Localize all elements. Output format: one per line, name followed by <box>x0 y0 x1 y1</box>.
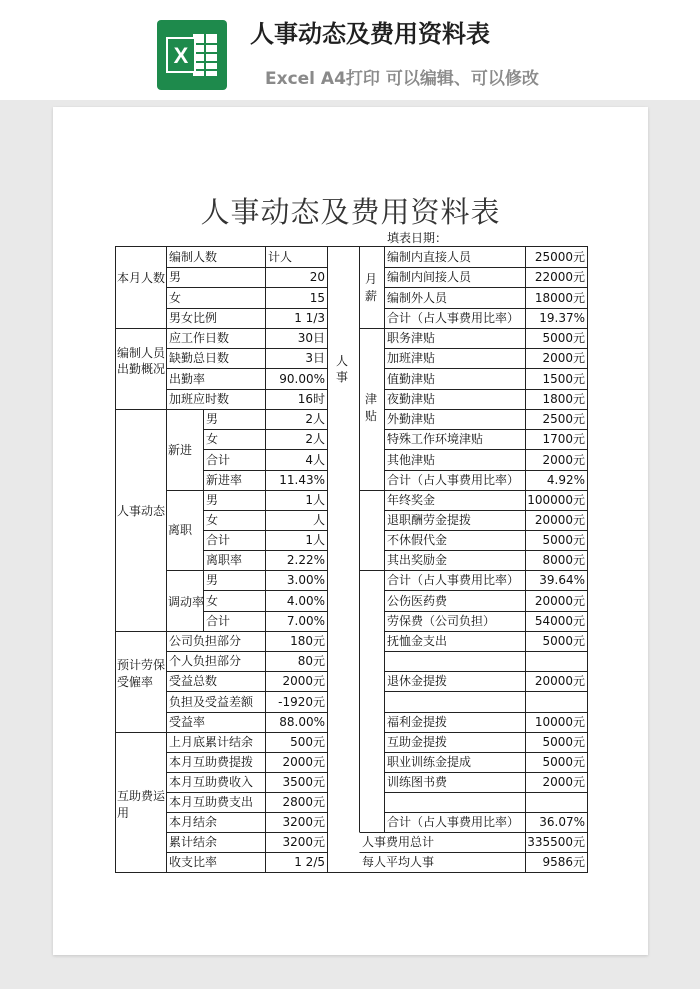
row-label: 年终奖金 <box>387 493 436 507</box>
row-value: 2800元 <box>282 795 325 809</box>
row-label: 男 <box>206 493 219 507</box>
row-label: 合计 <box>206 614 231 628</box>
row-label: 其他津贴 <box>387 453 436 467</box>
banner-title: 人事动态及费用资料表 <box>250 20 490 48</box>
row-value: 90.00% <box>279 372 325 386</box>
subsection-title-leave: 离职 <box>168 523 193 537</box>
row-value: 11.43% <box>279 473 325 487</box>
row-value: 20000元 <box>534 674 585 688</box>
row-label: 互助金提拨 <box>387 735 448 749</box>
top-banner <box>0 0 700 100</box>
row-value: 16时 <box>297 392 325 406</box>
section-title-attendance: 编制人员出勤概况 <box>117 346 166 376</box>
row-label: 加班应时数 <box>169 392 230 406</box>
row-value: 3500元 <box>282 775 325 789</box>
row-value: 5000元 <box>542 634 585 648</box>
row-label: 职务津贴 <box>387 331 436 345</box>
section-title-movement: 人事动态 <box>117 504 166 518</box>
row-label: 本月互助费支出 <box>169 795 254 809</box>
row-label: 负担及受益差额 <box>169 695 254 709</box>
svg-text:X: X <box>173 43 189 68</box>
row-label: 女 <box>169 291 182 305</box>
row-label: 男 <box>169 270 182 284</box>
row-label: 编制人数 <box>169 250 218 264</box>
row-value: 1人 <box>305 533 325 547</box>
row-value: 2500元 <box>542 412 585 426</box>
row-label: 合计（占人事费用比率） <box>387 473 520 487</box>
subsection-title-new: 新进 <box>168 443 193 457</box>
row-label: 公伤医药费 <box>387 594 448 608</box>
row-label: 上月底累计结余 <box>169 735 254 749</box>
row-label: 本月结余 <box>169 815 218 829</box>
row-value: 18000元 <box>534 291 585 305</box>
row-label: 不休假代金 <box>387 533 448 547</box>
row-value: 39.64% <box>539 573 585 587</box>
row-label: 男 <box>206 573 219 587</box>
row-label: 出勤率 <box>169 372 206 386</box>
row-label: 抚恤金支出 <box>387 634 448 648</box>
row-label: 值勤津贴 <box>387 372 436 386</box>
row-label: 劳保费（公司负担） <box>387 614 496 628</box>
row-label: 特殊工作环境津贴 <box>387 432 484 446</box>
row-label: 男女比例 <box>169 311 218 325</box>
group-label-personnel: 人事 <box>336 354 349 384</box>
row-value: 1 2/5 <box>294 855 325 869</box>
total-cost-value: 335500元 <box>527 835 585 849</box>
row-value: 20000元 <box>534 594 585 608</box>
document-title: 人事动态及费用资料表 <box>200 195 501 229</box>
subsection-title-transfer: 调动率 <box>168 595 205 609</box>
row-label: 合计（占人事费用比率） <box>387 311 520 325</box>
row-value: 5000元 <box>542 755 585 769</box>
row-value: 2人 <box>305 412 325 426</box>
row-value: 1 1/3 <box>294 311 325 325</box>
row-value: 100000元 <box>527 493 585 507</box>
row-label: 收支比率 <box>169 855 218 869</box>
row-value: 1700元 <box>542 432 585 446</box>
row-value: 20 <box>309 270 325 284</box>
row-value: 7.00% <box>286 614 325 628</box>
row-value: -1920元 <box>278 695 325 709</box>
row-label: 应工作日数 <box>169 331 230 345</box>
row-value: 1人 <box>305 493 325 507</box>
row-value: 1800元 <box>542 392 585 406</box>
section-title-headcount: 本月人数 <box>117 271 166 285</box>
row-value: 人 <box>312 513 325 527</box>
row-label: 离职率 <box>206 553 243 567</box>
row-label: 合计 <box>206 453 231 467</box>
excel-icon <box>157 20 227 90</box>
row-value: 2人 <box>305 432 325 446</box>
row-value: 2000元 <box>282 755 325 769</box>
row-value: 1500元 <box>542 372 585 386</box>
row-value: 2000元 <box>542 775 585 789</box>
section-title-insurance: 预计劳保受僱率 <box>117 658 166 689</box>
row-value: 4.92% <box>546 473 585 487</box>
row-label: 福利金提拨 <box>387 715 448 729</box>
row-value: 54000元 <box>534 614 585 628</box>
row-label: 本月互助费收入 <box>169 775 254 789</box>
avg-cost-value: 9586元 <box>542 855 585 869</box>
row-label: 编制外人员 <box>387 291 448 305</box>
row-label: 个人负担部分 <box>169 654 242 668</box>
row-label: 公司负担部分 <box>169 634 242 648</box>
row-value: 2.22% <box>286 553 325 567</box>
row-value: 5000元 <box>542 735 585 749</box>
row-value: 25000元 <box>534 250 585 264</box>
row-value: 5000元 <box>542 331 585 345</box>
row-value: 19.37% <box>539 311 585 325</box>
row-value: 22000元 <box>534 270 585 284</box>
row-label: 职业训练金提成 <box>387 755 472 769</box>
row-label: 退职酬劳金提拨 <box>387 513 472 527</box>
row-value: 3日 <box>305 351 325 365</box>
row-value: 10000元 <box>534 715 585 729</box>
row-value: 36.07% <box>539 815 585 829</box>
fill-date-label: 填表日期： <box>387 231 448 245</box>
row-label: 受益总数 <box>169 674 218 688</box>
row-value: 180元 <box>290 634 325 648</box>
row-value: 2000元 <box>282 674 325 688</box>
row-label: 合计 <box>206 533 231 547</box>
row-label: 本月互助费提拨 <box>169 755 254 769</box>
row-value: 4人 <box>305 453 325 467</box>
row-value: 30日 <box>297 331 325 345</box>
row-value: 500元 <box>290 735 325 749</box>
row-value: 80元 <box>297 654 325 668</box>
row-value: 3.00% <box>286 573 325 587</box>
row-value: 20000元 <box>534 513 585 527</box>
row-label: 其出奖励金 <box>387 553 448 567</box>
row-value: 88.00% <box>279 715 325 729</box>
banner-subtitle: Excel A4打印 可以编辑、可以修改 <box>265 69 539 89</box>
row-label: 编制内直接人员 <box>387 250 472 264</box>
row-label: 编制内间接人员 <box>387 270 472 284</box>
row-label: 退休金提拨 <box>387 674 448 688</box>
row-value: 15 <box>309 291 325 305</box>
row-value: 4.00% <box>286 594 325 608</box>
row-label: 新进率 <box>206 473 243 487</box>
row-label: 合计（占人事费用比率） <box>387 573 520 587</box>
avg-cost-label: 每人平均人事 <box>362 855 435 869</box>
row-value: 3200元 <box>282 835 325 849</box>
row-value: 5000元 <box>542 533 585 547</box>
row-value: 2000元 <box>542 453 585 467</box>
row-value: 3200元 <box>282 815 325 829</box>
row-label: 女 <box>206 432 219 446</box>
group-label-allowance: 津贴 <box>365 392 378 423</box>
row-value: 计人 <box>268 250 293 264</box>
row-label: 外勤津贴 <box>387 412 436 426</box>
row-label: 合计（占人事费用比率） <box>387 815 520 829</box>
section-title-mutual-fund: 互助费运用 <box>117 789 166 820</box>
row-label: 受益率 <box>169 715 206 729</box>
row-label: 女 <box>206 513 219 527</box>
total-cost-label: 人事费用总计 <box>362 835 435 849</box>
row-value: 2000元 <box>542 351 585 365</box>
row-label: 男 <box>206 412 219 426</box>
row-label: 女 <box>206 594 219 608</box>
row-value: 8000元 <box>542 553 585 567</box>
document-page <box>53 107 648 955</box>
group-label-monthly-salary: 月薪 <box>365 272 378 303</box>
row-label: 训练图书费 <box>387 775 448 789</box>
row-label: 缺勤总日数 <box>169 351 230 365</box>
row-label: 累计结余 <box>169 835 218 849</box>
row-label: 夜勤津贴 <box>387 392 436 406</box>
row-label: 加班津贴 <box>387 351 436 365</box>
